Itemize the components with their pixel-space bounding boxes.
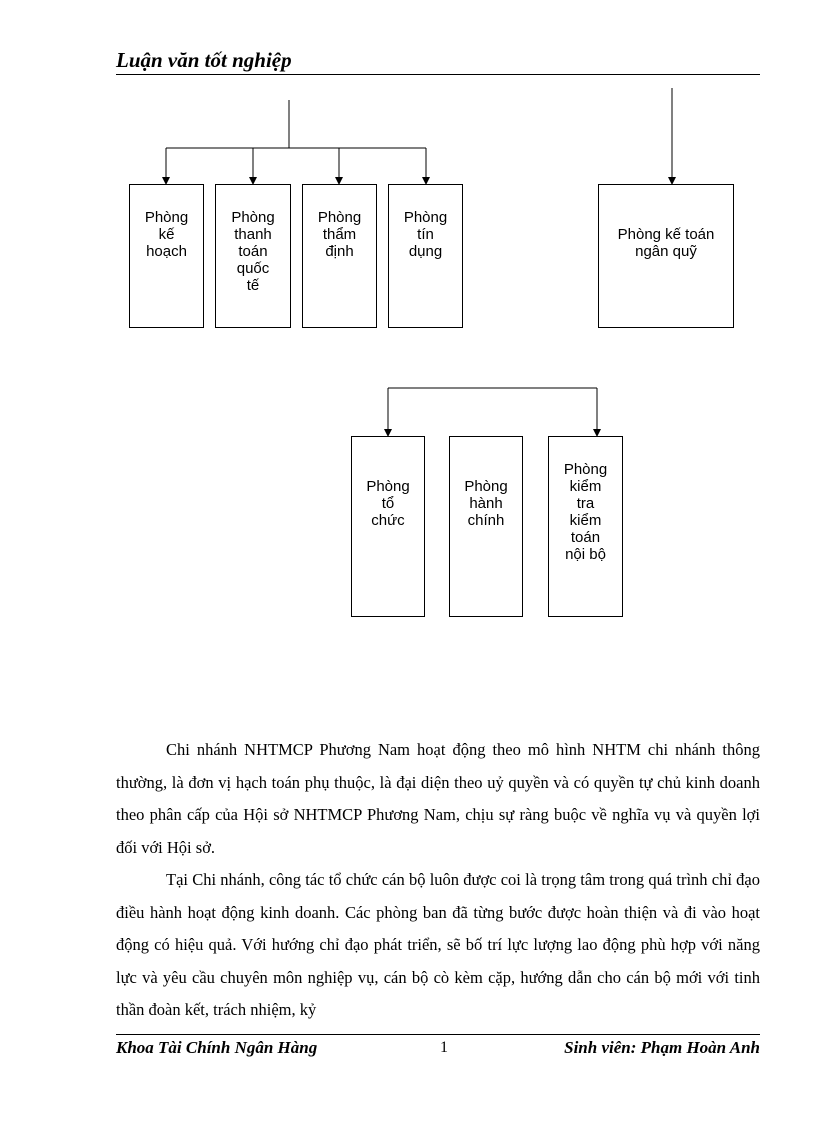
box-phong-to-chuc	[351, 436, 425, 617]
box-line: tế	[246, 277, 260, 294]
box-line: kiểm	[569, 478, 602, 495]
paragraph: Tại Chi nhánh, công tác tổ chức cán bộ luôn được coi là trọng tâm trong quá trình chỉ đạo điều hành hoạt động kinh doanh. Các phòng ban đã từng bước được hoàn thiện và đi vào hoạt động có hiệu quả. Với hướng chỉ đạo phát triển, sẽ bố trí lực lượng lao động phù hợp với năng lực và yêu cầu chuyên môn nghiệp vụ, cán bộ cò kèm cặp, hướng dẫn cho cán bộ mới với tinh thần đoàn kết, trách nhiệm, kỷ	[116, 870, 760, 1019]
box-line: nội bộ	[565, 546, 606, 563]
box-phong-kiem-tra-kiem-toan-noi-bo	[548, 436, 623, 617]
box-line: kiểm	[569, 512, 602, 529]
box-line: định	[325, 243, 354, 260]
footer-faculty: Khoa Tài Chính Ngân Hàng	[116, 1038, 318, 1057]
box-line: Phòng	[366, 478, 410, 495]
box-line: ngân quỹ	[635, 243, 697, 260]
box-line: tổ	[381, 495, 395, 512]
box-line: Phòng	[317, 209, 362, 226]
box-line: Phòng	[563, 461, 608, 478]
page-number: 1	[440, 1039, 448, 1056]
box-line: Phòng kế toán	[617, 226, 715, 243]
box-line: tra	[576, 495, 595, 512]
box-line: thẩm	[322, 226, 357, 243]
box-line: toán	[238, 243, 268, 260]
box-line: thanh	[234, 226, 272, 243]
box-phong-ke-toan-ngan-quy	[598, 184, 734, 328]
footer-student: Sinh viên: Phạm Hoàn Anh	[564, 1038, 760, 1057]
box-line: Phòng	[403, 209, 448, 226]
box-phong-thanh-toan-quoc-te	[215, 184, 291, 328]
box-line: Phòng	[464, 478, 508, 495]
box-line: toán	[570, 529, 601, 546]
box-phong-hanh-chinh	[449, 436, 523, 617]
box-line: dụng	[408, 243, 443, 260]
box-phong-tin-dung	[388, 184, 463, 328]
box-line: chính	[467, 512, 505, 529]
box-line: tín	[417, 226, 434, 243]
page-header-title: Luận văn tốt nghiệp	[116, 48, 292, 72]
box-line: hoạch	[146, 243, 187, 260]
box-line: kế	[158, 226, 175, 243]
paragraph: Chi nhánh NHTMCP Phương Nam hoạt động theo mô hình NHTM chi nhánh thông thường, là đơn vị hạch toán phụ thuộc, là đại diện theo uỷ quyền và có quyền tự chủ kinh doanh theo phân cấp của Hội sở NHTMCP Phương Nam, chịu sự ràng buộc về nghĩa vụ và quyền lợi đối với Hội sở.	[116, 740, 760, 857]
body-text	[116, 734, 760, 1027]
footer-divider	[116, 1034, 760, 1035]
box-line: quốc	[236, 260, 270, 277]
box-line: Phòng	[231, 209, 275, 226]
box-phong-ke-hoach	[129, 184, 204, 328]
box-line: hành	[469, 495, 503, 512]
box-phong-tham-dinh	[302, 184, 377, 328]
box-line: chức	[371, 512, 405, 529]
box-line: Phòng	[144, 209, 189, 226]
